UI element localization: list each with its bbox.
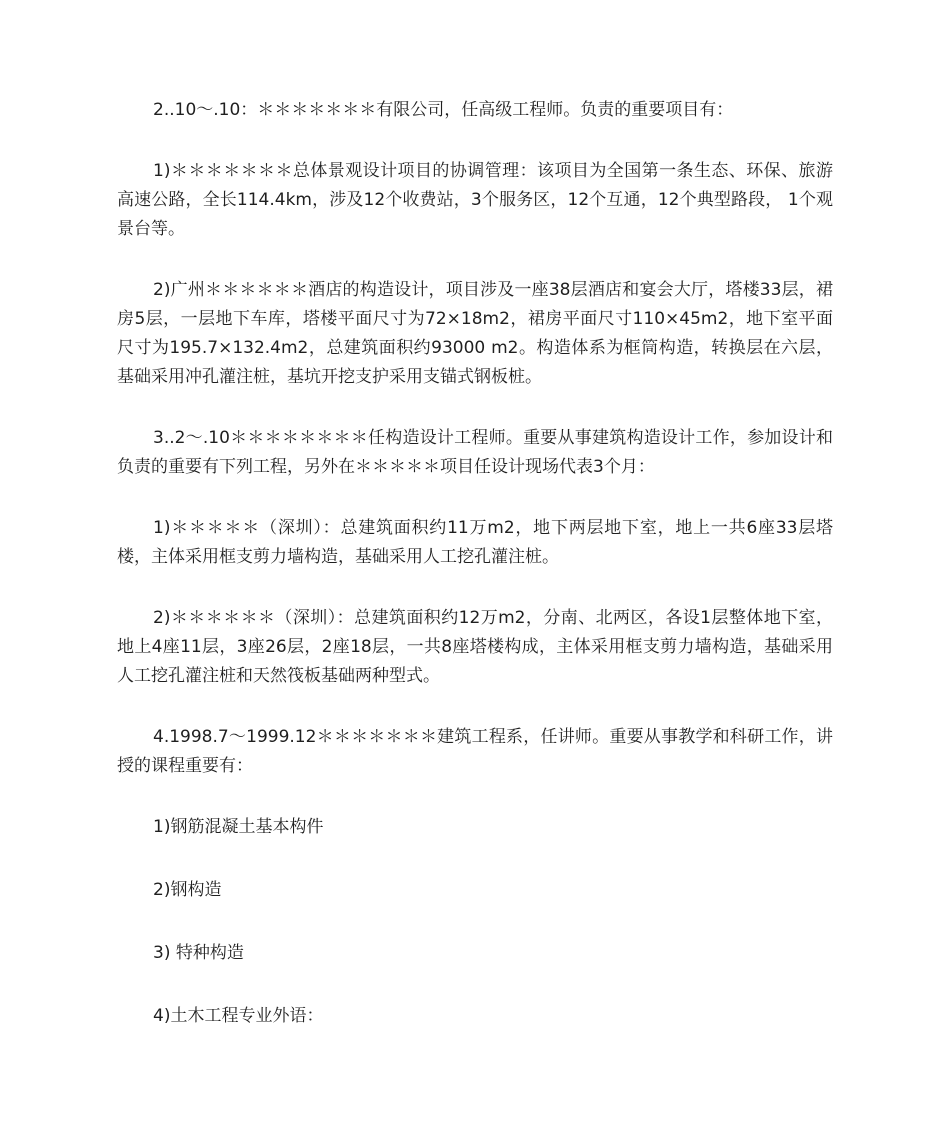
paragraph-project-landscape: 1)＊＊＊＊＊＊＊总体景观设计项目的协调管理：该项目为全国第一条生态、环保、旅游高速公路，全长114.4km，涉及12个收费站，3个服务区，12个互通，12个典型路段， 1个观景台等。 [117, 161, 833, 239]
paragraph-employment-4: 4.1998.7～1999.12＊＊＊＊＊＊＊建筑工程系，任讲师。重要从事教学和科研工作，讲授的课程重要有： [117, 727, 833, 776]
paragraph-project-shenzhen-1: 1)＊＊＊＊＊（深圳）：总建筑面积约11万m2，地下两层地下室，地上一共6座33层塔楼，主体采用框支剪力墙构造，基础采用人工挖孔灌注桩。 [117, 518, 833, 567]
course-item-2: 2)钢构造 [153, 880, 222, 900]
course-item-4: 4)土木工程专业外语： [153, 1006, 324, 1026]
paragraph-employment-3: 3..2～.10＊＊＊＊＊＊＊＊任构造设计工程师。重要从事建筑构造设计工作，参加设计和负责的重要有下列工程，另外在＊＊＊＊＊项目任设计现场代表3个月： [117, 428, 833, 477]
paragraph-project-hotel: 2)广州＊＊＊＊＊＊酒店的构造设计，项目涉及一座38层酒店和宴会大厅，塔楼33层，裙房5层，一层地下车库，塔楼平面尺寸为72×18m2，裙房平面尺寸110×45m2，地下室平面尺寸为195.7×132.4m2，总建筑面积约93000 m2。构造体系为框筒构造，转换层在六层，基础采用冲孔灌注桩，基坑开挖支护采用支锚式钢板桩。 [117, 280, 833, 387]
course-item-1: 1)钢筋混凝土基本构件 [153, 817, 324, 837]
course-item-3: 3) 特种构造 [153, 943, 244, 963]
paragraph-employment-2: 2..10～.10：＊＊＊＊＊＊＊有限公司，任高级工程师。负责的重要项目有： [153, 100, 734, 120]
paragraph-project-shenzhen-2: 2)＊＊＊＊＊＊（深圳）：总建筑面积约12万m2，分南、北两区，各设1层整体地下室，地上4座11层，3座26层，2座18层，一共8座塔楼构成，主体采用框支剪力墙构造，基础采用人工挖孔灌注桩和天然筏板基础两种型式。 [117, 608, 833, 686]
